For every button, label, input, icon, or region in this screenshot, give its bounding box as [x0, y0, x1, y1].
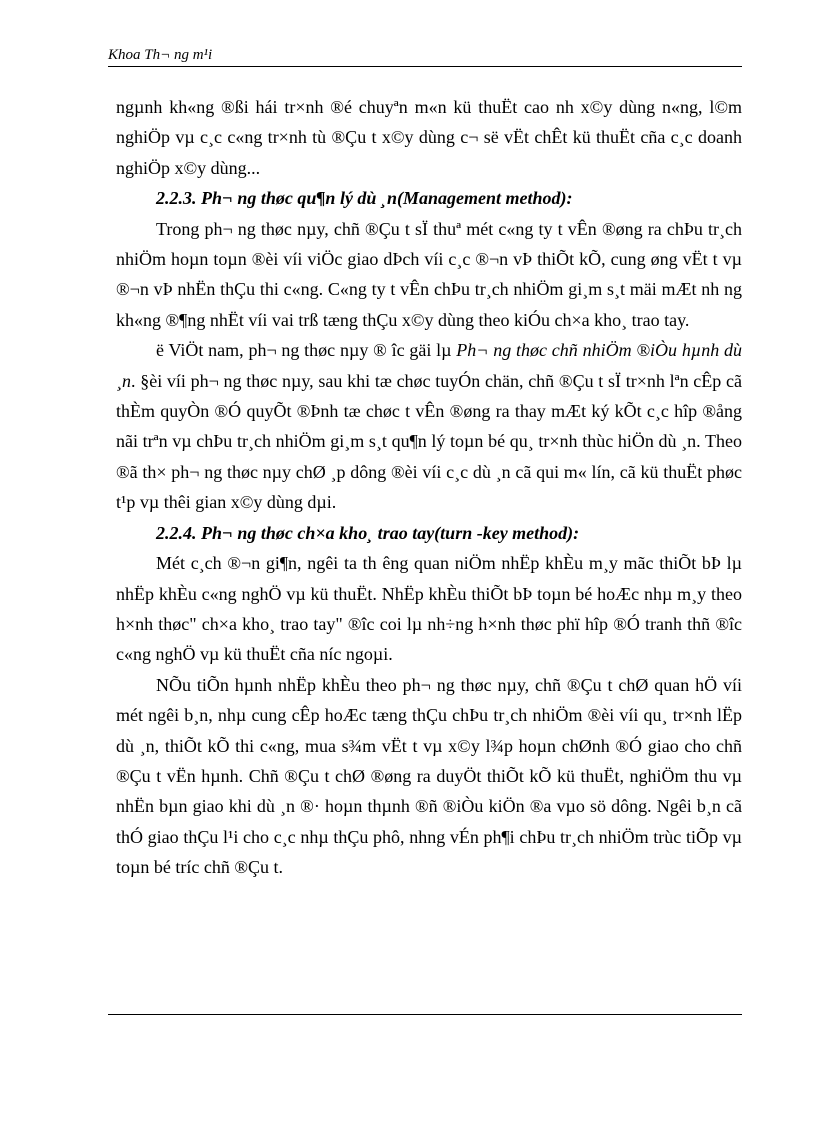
paragraph: Trong ph¬ ng thøc nµy, chñ ®Çu t sÏ thuª mét c«ng ty t vÊn ®øng ra chÞu tr¸ch nhiÖm hoµn toµn ®èi víi viÖc giao dÞch víi c¸c ®¬n vÞ thiÕt kÕ, cung øng vËt t vµ ®¬n vÞ nhËn thÇu thi c«ng. C«ng ty t vÊn chÞu tr¸ch nhiÖm gi¸m s¸t mäi mÆt nh ng kh«ng ®¶ng nhËt víi vai trß tæng thÇu x©y dùng theo kiÓu ch×a kho¸ trao tay. — [116, 218, 742, 330]
paragraph: NÕu tiÕn hµnh nhËp khÈu theo ph¬ ng thøc nµy, chñ ®Çu t chØ quan hÖ víi mét ngêi b¸n, nhµ cung cÊp hoÆc tæng thÇu chÞu tr¸ch nhiÖm ®èi víi qu¸ tr×nh lËp dù ¸n, thiÕt kÕ thi c«ng, mua s¾m vËt t vµ x©y l¾p hoµn chØnh ®Ó giao cho chñ ®Çu t vËn hµnh. Chñ ®Çu t chØ ®øng ra duyÖt thiÕt kÕ kü thuËt, nghiÖm thu vµ nhËn bµn giao khi dù ¸n ®· hoµn thµnh ®ñ ®iÒu kiÖn ®a vµo sö dông. Ngêi b¸n cã thÓ giao thÇu l¹i cho c¸c nhµ thÇu phô, nhng vÉn ph¶i chÞu tr¸ch nhiÖm trùc tiÕp vµ toµn bé tríc chñ ®Çu t. — [116, 674, 742, 878]
paragraph: ngµnh kh«ng ®ßi hái tr×nh ®é chuyªn m«n kü thuËt cao nh x©y dùng n«ng, l©m nghiÖp vµ c¸c c«ng tr×nh tù ®Çu t x©y dùng c¬ së vËt chÊt kü thuËt cña c¸c doanh nghiÖp x©y dùng... — [116, 97, 742, 178]
header-divider — [108, 66, 742, 67]
paragraph-text: . §èi víi ph¬ ng thøc nµy, sau khi tæ chøc tuyÓn chän, chñ ®Çu t sÏ tr×nh lªn cÊp cã thÈm quyÒn ®Ó quyÕt ®Þnh tæ chøc t vÊn ®øng ra thay mÆt ký kÕt c¸c hîp ®ång nãi trªn vµ chÞu tr¸ch nhiÖm gi¸m s¸t qu¶n lý toµn bé qu¸ tr×nh thùc hiÖn dù ¸n. Theo ®ã th× ph¬ ng thøc nµy chØ ¸p dông ®èi víi c¸c dù ¸n cã qui m« lín, cã kü thuËt phøc t¹p vµ thêi gian x©y dùng dµi. — [116, 370, 742, 513]
paragraph-text: ë ViÖt nam, ph¬ ng thøc nµy ® îc gäi lµ — [156, 340, 457, 361]
page-header-title: Khoa Th¬ ng m¹i — [108, 47, 213, 63]
paragraph — [116, 335, 742, 517]
paragraph: Mét c¸ch ®¬n gi¶n, ngêi ta th êng quan niÖm nhËp khÈu m¸y mãc thiÕt bÞ lµ nhËp khÈu c«ng nghÖ vµ kü thuËt. NhËp khÈu thiÕt bÞ toµn bé hoÆc nhµ m¸y theo h×nh thøc" ch×a kho¸ trao tay" ®îc coi lµ nh÷ng h×nh thøc phï hîp ®Ó tranh thñ ®îc c«ng nghÖ vµ kü thuËt cña níc ngoµi. — [116, 553, 742, 665]
document-body — [116, 92, 742, 883]
section-heading-2-2-4: 2.2.4. Ph¬ ng thøc ch×a kho¸ trao tay(turn -key method): — [156, 522, 580, 543]
footer-divider — [108, 1014, 742, 1015]
section-heading-2-2-3: 2.2.3. Ph¬ ng thøc qu¶n lý dù ¸n(Management method): — [156, 188, 573, 209]
italic-term: Ph¬ ng thøc chñ nhiÖm ®iÒu hµnh dù ¸n — [116, 340, 742, 391]
